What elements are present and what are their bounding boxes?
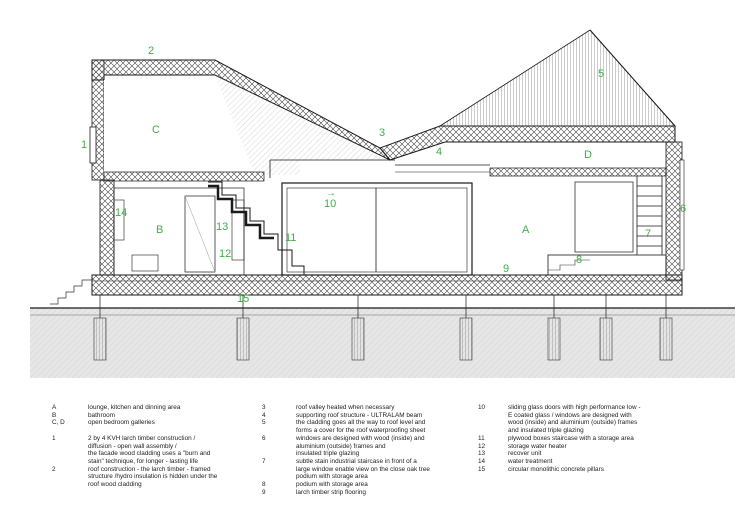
legend-key: 15: [478, 465, 486, 473]
legend-text: recover unit: [508, 450, 542, 458]
label-10: 10: [324, 198, 337, 210]
roof-right: [380, 126, 675, 160]
legend-key: 4: [262, 411, 266, 419]
industrial-staircase: [637, 176, 662, 255]
label-b: B: [156, 224, 164, 236]
legend-key: 3: [262, 404, 266, 411]
legend-key: 14: [478, 457, 486, 465]
legend-text: storage water heater: [508, 442, 567, 450]
legend-key: 1: [52, 434, 56, 442]
label-12: 12: [219, 248, 232, 260]
legend-text: plywood boxes staircase with a storage area: [508, 434, 634, 442]
legend-key: 11: [478, 434, 485, 442]
legend-key: B: [52, 411, 57, 419]
label-c: C: [152, 124, 160, 136]
label-11: 11: [285, 232, 297, 244]
legend-key: 13: [478, 450, 486, 458]
label-8: 8: [576, 254, 583, 266]
legend-text: open bedroom galleries: [88, 419, 155, 427]
label-13: 13: [216, 221, 229, 233]
legend-key: C, D: [52, 419, 65, 427]
label-15: 15: [237, 293, 250, 305]
label-14: 14: [115, 207, 128, 219]
legend-text: circular monolithic concrete pillars: [508, 465, 604, 473]
legend-key: 12: [478, 442, 486, 450]
legend-key: 5: [262, 419, 266, 427]
label-1: 1: [81, 139, 88, 151]
legend-key: 2: [52, 465, 56, 473]
label-9: 9: [503, 263, 510, 275]
floor-slab: [92, 275, 682, 295]
label-arrow: →: [326, 188, 336, 199]
label-2: 2: [148, 45, 155, 57]
legend-text: 2 by 4 KVH larch timber construction / diffusion - open wall assembly / the facade wood cladding uses a "burn and stain" technique, for longer - lasting life: [88, 434, 211, 465]
legend-key: 7: [262, 457, 266, 465]
gallery-d-floor: [490, 168, 666, 176]
left-lower-wall: [100, 180, 114, 275]
legend-key: 6: [262, 434, 266, 442]
label-6: 6: [680, 203, 687, 215]
legend-text: sliding glass doors with high performance low - E coated glass / windows are designed with wood (inside) and aluminium (outside) frames and insulated triple glazing: [508, 404, 641, 435]
legend-text: larch timber strip flooring: [296, 488, 366, 496]
legend-text: windows are designed with wood (inside) and aluminium (outside) frames and insulated triple glazing: [296, 434, 425, 458]
legend-text: roof valley heated when necessary: [296, 404, 395, 411]
legend-text: podium with storage area: [296, 481, 368, 488]
legend-text: lounge, kitchen and dinning area: [88, 404, 181, 411]
label-7: 7: [645, 228, 652, 240]
legend-key: 10: [478, 404, 486, 411]
legend-text: roof construction - the larch timber - framed structure /hydro insulation is hidden under the roof wood cladding: [88, 465, 218, 488]
label-5: 5: [598, 68, 605, 80]
legend-key: 8: [262, 481, 266, 488]
legend-text: water treatment: [508, 457, 553, 465]
legend-text: supporting roof structure - ULTRALAM beam: [296, 411, 423, 419]
entrance-steps: [50, 280, 92, 304]
label-d: D: [584, 149, 592, 161]
label-a: A: [522, 224, 530, 236]
legend-key: A: [52, 404, 57, 411]
label-3: 3: [379, 127, 386, 139]
label-4: 4: [436, 146, 443, 158]
legend-text: the cladding goes all the way to roof level and forms a cover for the roof waterproofing sheet: [296, 419, 426, 435]
legend-text: subtle stain industrial staircase in front of a large window enable view on the close oak tree podium with storage area: [296, 457, 430, 481]
legend-key: 9: [262, 488, 266, 496]
legend-text: bathroom: [88, 411, 115, 419]
sliding-glass-door: [282, 183, 472, 275]
gallery-c-floor: [104, 172, 264, 181]
roof-cladding: [440, 30, 675, 126]
